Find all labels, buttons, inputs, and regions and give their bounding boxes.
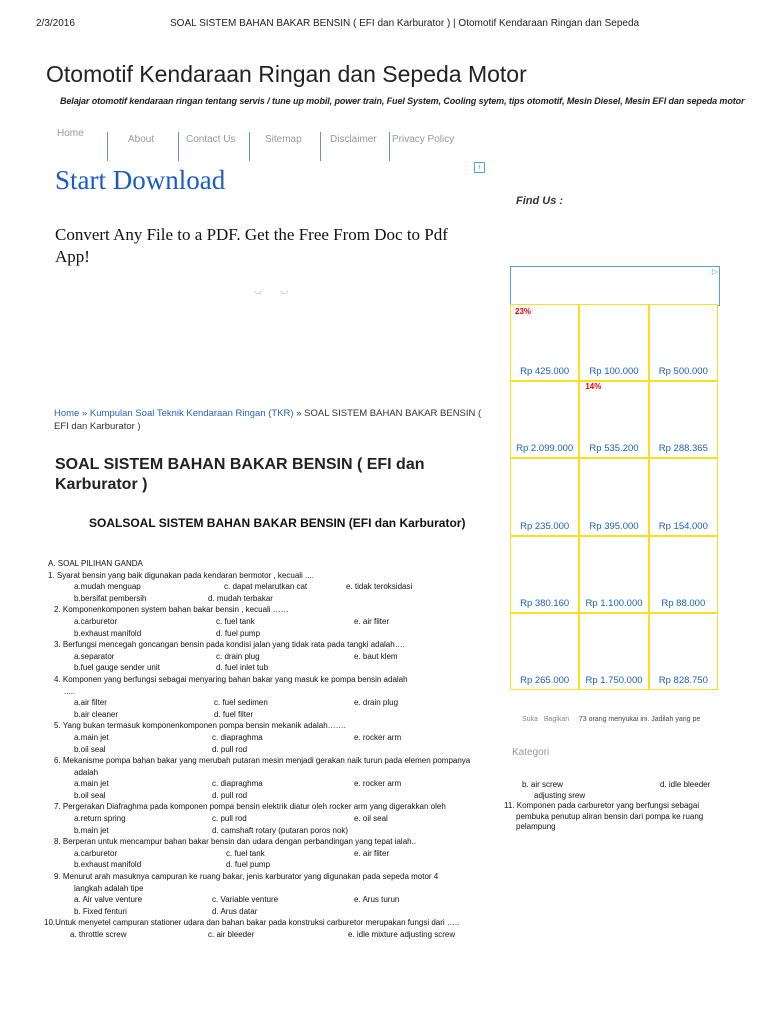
product-tile[interactable] <box>649 613 718 690</box>
option-a: a. Air valve venture <box>74 895 143 905</box>
option-b: b.oil seal <box>74 790 106 800</box>
post-title: SOAL SISTEM BAHAN BAKAR BENSIN ( EFI dan Karburator ) <box>55 456 425 493</box>
product-price[interactable]: Rp 828.750 <box>658 674 708 686</box>
option-c: c. dapat melarutkan cat <box>224 582 308 592</box>
option-d: d. fuel pump <box>226 860 271 870</box>
option-e: e. drain plug <box>354 698 399 708</box>
question-5: 5. Yang bukan termasuk komponenkomponen pompa bensin mekanik adalah……. <box>54 721 346 731</box>
product-tile[interactable] <box>649 304 718 381</box>
option-b: b.fuel gauge sender unit <box>74 663 160 673</box>
option-b: b.bersifat pembersih <box>74 593 147 603</box>
fb-share-button[interactable]: Bagikan <box>543 716 570 723</box>
nav-divider <box>107 132 108 161</box>
site-title[interactable]: Otomotif Kendaraan Ringan dan Sepeda Motor <box>46 61 527 87</box>
option-d: d. Arus datar <box>212 906 258 916</box>
product-price[interactable]: Rp 100.000 <box>589 366 639 378</box>
breadcrumb-current: SOAL SISTEM BAHAN BAKAR BENSIN ( EFI dan Karburator ) <box>54 408 482 432</box>
product-price[interactable]: Rp 395.000 <box>589 520 639 532</box>
option-c: c. pull rod <box>212 814 247 824</box>
product-tile[interactable] <box>510 536 579 613</box>
discount-badge: 23% <box>515 307 532 316</box>
option-b-cont: adjusting srew <box>534 790 586 800</box>
option-a: a.return spring <box>74 814 126 824</box>
product-tile[interactable] <box>510 381 579 458</box>
ad-choices-icon[interactable]: ▷ <box>711 267 718 276</box>
option-a: a.mudah menguap <box>74 582 141 592</box>
question-2: 2. Komponenkomponen system bahan bakar bensin , kecuali …… <box>54 605 289 615</box>
breadcrumb <box>54 407 494 433</box>
ad-body-text[interactable]: Convert Any File to a PDF. Get the Free From Doc to Pdf App! <box>55 225 448 266</box>
option-d: d. mudah terbakar <box>208 593 273 603</box>
nav-home[interactable]: Home <box>57 128 84 139</box>
nav-divider <box>320 132 321 161</box>
print-date: 2/3/2016 <box>36 18 75 29</box>
product-tile[interactable] <box>510 613 579 690</box>
product-price[interactable]: Rp 288.365 <box>658 443 708 455</box>
product-price[interactable]: Rp 1.750.000 <box>585 674 643 686</box>
option-e: e. rocker arm <box>354 732 402 742</box>
product-tile[interactable] <box>579 613 648 690</box>
product-tile[interactable] <box>579 381 648 458</box>
question-9: 9. Menurut arah masuknya campuran ke ruang bakar, jenis karburator yang digunakan pada sepeda motor 4 <box>54 872 439 882</box>
option-a: a. throttle screw <box>70 930 127 939</box>
option-b: b.exhaust manifold <box>74 860 142 870</box>
product-price[interactable]: Rp 1.100.000 <box>585 597 643 609</box>
product-tile[interactable] <box>649 458 718 535</box>
option-a: a.main jet <box>74 779 109 789</box>
question-4-cont: ..... <box>64 686 76 696</box>
product-tile[interactable] <box>579 304 648 381</box>
option-d: d. fuel pump <box>216 628 261 638</box>
fb-like-button[interactable]: Suka <box>522 716 538 723</box>
option-b: b. air screw <box>522 780 563 789</box>
product-price[interactable]: Rp 380.160 <box>520 597 570 609</box>
discount-badge: 14% <box>585 382 602 392</box>
question-10: 10.Untuk menyetel campuran stationer udara dan bahan bakar pada konstruksi carburetor merupakan fungsi dari ….. <box>44 918 460 928</box>
product-price[interactable]: Rp 154.000 <box>658 520 708 532</box>
nav-divider <box>249 132 250 161</box>
question-6: 6. Mekanisme pompa bahan bakar yang merubah putaran mesin menjadi gerakan naik turun pada elemen pompanya <box>54 756 471 766</box>
question-7: 7. Pergerakan Diafraghma pada komponen pompa bensin elektrik diatur oleh rocker arm yang digerakkan oleh <box>54 802 446 812</box>
question-1: 1. Syarat bensin yang baik digunakan pada kendaran bermotor , kecuali .... <box>48 570 314 580</box>
option-d: d. idle bleeder <box>660 780 711 789</box>
option-b: b.oil seal <box>74 744 106 754</box>
product-price[interactable]: Rp 500.000 <box>658 366 708 378</box>
breadcrumb-category[interactable]: Kumpulan Soal Teknik Kendaraan Ringan (TKR) <box>89 408 294 419</box>
option-c: c. fuel sedimen <box>214 698 268 708</box>
product-price[interactable]: Rp 265.000 <box>520 674 570 686</box>
option-d: d. fuel inlet tub <box>216 663 269 673</box>
option-b: b.exhaust manifold <box>74 628 142 638</box>
quiz-document <box>44 558 488 941</box>
option-b: b. Fixed fenturi <box>74 906 127 916</box>
option-c: c. drain plug <box>216 651 260 661</box>
breadcrumb-separator: » <box>81 408 88 419</box>
product-tile[interactable] <box>579 458 648 535</box>
right-doc-snippet <box>504 780 724 833</box>
option-a: a.carburetor <box>74 616 118 626</box>
product-tile[interactable] <box>510 458 579 535</box>
option-d: d. pull rod <box>212 790 248 800</box>
question-9-cont: langkah adalah tipe <box>74 883 144 893</box>
option-c: c. fuel tank <box>216 616 255 626</box>
product-tile[interactable] <box>579 536 648 613</box>
fb-like-count: 73 orang menyukai ini. Jadilah yang pe <box>578 716 701 723</box>
option-e: e. air filter <box>354 616 390 626</box>
option-d: d. pull rod <box>212 744 248 754</box>
question-11: 11. Komponen pada carburetor yang berfungsi sebagai <box>504 801 700 810</box>
product-price-grid <box>510 304 718 690</box>
option-e: e. tidak teroksidasi <box>346 582 413 592</box>
question-4: 4. Komponen yang berfungsi sebagai menyaring bahan bakar yang masuk ke pompa bensin adalah <box>54 674 408 684</box>
product-price[interactable]: Rp 535.200 <box>589 443 639 455</box>
product-tile[interactable] <box>510 304 579 381</box>
nav-sitemap[interactable]: Sitemap <box>265 134 302 145</box>
nav-privacy-policy[interactable]: Privacy Policy <box>392 134 455 145</box>
nav-disclaimer[interactable]: Disclaimer <box>330 134 377 145</box>
option-a: a.carburetor <box>74 848 118 858</box>
question-11-line3: pelampung <box>516 822 556 831</box>
product-tile[interactable] <box>649 381 718 458</box>
nav-divider <box>178 132 179 161</box>
option-e: e. air filter <box>354 848 390 858</box>
product-price[interactable]: Rp 425.000 <box>520 366 570 378</box>
option-c: c. fuel tank <box>226 848 265 858</box>
option-b: b.main jet <box>74 825 109 835</box>
product-price[interactable]: Rp 2.099.000 <box>516 443 574 455</box>
question-3: 3. Berfungsi mencegah goncangan bensin pada kondisi jalan yang tidak rata pada tangki adalah…. <box>54 640 405 650</box>
question-8: 8. Berperan untuk mencampur bahan bakar bensin dan udara dengan perbandingan yang tepat ialah.. <box>54 837 417 847</box>
nav-divider <box>389 132 390 161</box>
find-us-heading: Find Us : <box>516 195 564 207</box>
option-d: d. camshaft rotary (putaran poros nok) <box>212 825 349 835</box>
option-c: c. diapraghma <box>212 779 263 789</box>
breadcrumb-home[interactable]: Home <box>54 408 80 419</box>
question-11-line2: pembuka penutup aliran bensin dari pompa ke ruang <box>516 811 704 821</box>
option-a: a.air filter <box>74 698 107 708</box>
option-e: e. baut klem <box>354 651 398 661</box>
option-d: d. fuel filter <box>214 709 254 719</box>
question-6-cont: adalah <box>74 767 99 777</box>
product-price[interactable]: Rp 88.000 <box>661 597 706 609</box>
option-c: c. Variable venture <box>212 895 279 905</box>
breadcrumb-separator: » <box>296 408 302 419</box>
option-e: e. rocker arm <box>354 779 402 789</box>
option-e: e. oil seal <box>354 814 388 824</box>
option-b: b.air cleaner <box>74 709 119 719</box>
ad-info-icon[interactable]: i <box>474 162 485 173</box>
document-title: SOALSOAL SISTEM BAHAN BAKAR BENSIN (EFI dan Karburator) <box>89 516 466 530</box>
product-price[interactable]: Rp 235.000 <box>520 520 570 532</box>
option-a: a.main jet <box>74 732 109 742</box>
product-tile[interactable] <box>649 536 718 613</box>
facebook-like-bar <box>522 716 700 723</box>
kategori-heading: Kategori <box>512 747 550 758</box>
loading-spinner-icon: ◡ ◡ <box>254 285 297 295</box>
option-e: e. idle mixture adjusting screw <box>348 930 456 939</box>
option-a: a.separator <box>74 651 115 661</box>
start-download-link[interactable]: Start Download <box>55 165 226 195</box>
option-c: c. diapraghma <box>212 732 263 742</box>
option-c: c. air bleeder <box>208 930 255 939</box>
nav-about[interactable]: About <box>128 134 155 145</box>
option-e: e. Arus turun <box>354 895 400 905</box>
sidebar-ad-banner[interactable] <box>510 266 720 306</box>
section-heading: A. SOAL PILIHAN GANDA <box>48 559 143 568</box>
print-page-title: SOAL SISTEM BAHAN BAKAR BENSIN ( EFI dan Karburator ) | Otomotif Kendaraan Ringan dan Sepeda <box>170 18 640 29</box>
site-tagline: Belajar otomotif kendaraan ringan tentang servis / tune up mobil, power train, Fuel System, Cooling sytem, tips otomotif, Mesin Diesel, Mesin EFI dan sepeda motor <box>60 96 745 106</box>
nav-contact-us[interactable]: Contact Us <box>186 134 236 145</box>
